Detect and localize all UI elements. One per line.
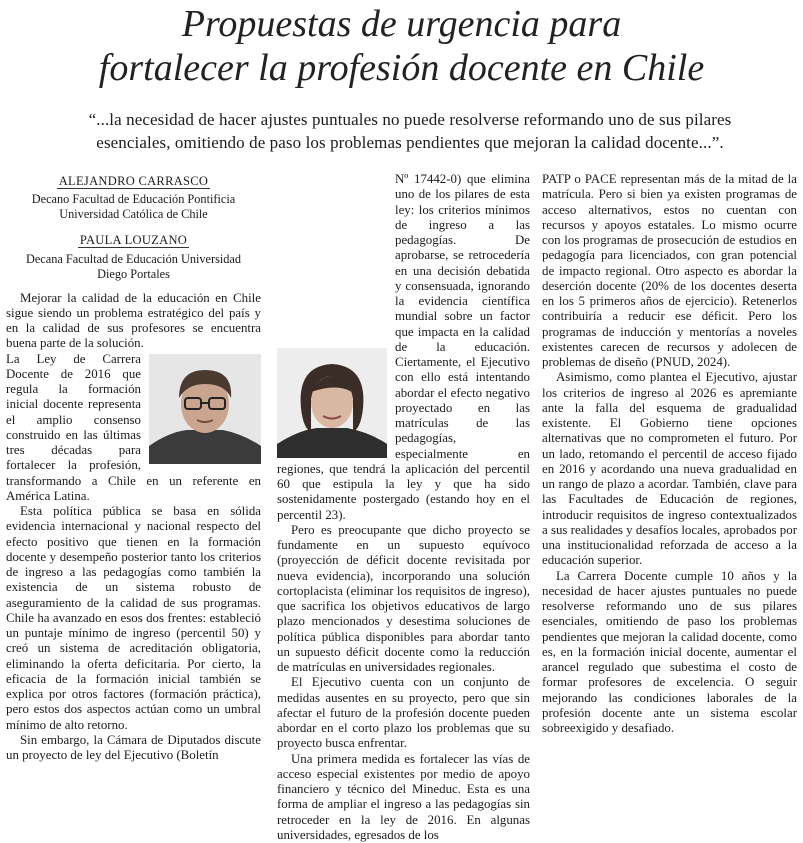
paragraph: Pero es preocupante que dicho proyecto se fundamente en un supuesto equívoco (proyección de déficit docente revisitada por nueva evidencia), incorporando una solución cortoplacista (eliminar los requisitos de ingreso), que sacrifica los objetivos educativos de largo plazo mencionados y desestima soluciones de política pública disponibles para abordar tanto un supuesto déficit docente como la reducción de matrículas en universidades regionales. — [277, 523, 530, 676]
paragraph: PATP o PACE representan más de la mitad de la matrícula. Pero si bien ya existen programas de acceso alternativos, estos no cuentan con recursos y apoyos estatales. Lo mismo ocurre con los programas de prosecución de estudios en pedagogía para licenciados, con gran potencial de impacto regional. Otro aspecto es abordar la deserción docente (20% de los docentes deserta en los 5 primeros años de ejercicio). Retenerlos contribuiría a reducir ese déficit. Pero los programas de inducción y mentorías a noveles existentes carecen de recursos y adolecen de problemas de diseño (PNUD, 2024). — [542, 172, 797, 370]
author-name: ALEJANDRO CARRASCO — [57, 174, 211, 189]
column-2 — [277, 172, 530, 843]
author-photo-louzano — [277, 348, 387, 458]
paragraph: Esta política pública se basa en sólida evidencia internacional y nacional respecto del efecto positivo que tienen en la formación docente y desempeño posterior tanto los criterios de ingreso a las pedagogías como también la existencia de un sistema robusto de aseguramiento de la calidad de sus programas. Chile ha avanzado en esos dos frentes: estableció un puntaje mínimo de ingreso (percentil 50) y creó un sistema de acreditación obligatoria, eliminando la oferta deficitaria. Por cierto, la eficacia de la formación inicial también se explica por otros factores (formación práctica), pero estos dos aspectos actúan como un umbral mínimo de alto retorno. — [6, 504, 261, 733]
author-photo-carrasco — [149, 354, 261, 464]
author-role-line: Decano Facultad de Educación Pontificia — [6, 192, 261, 207]
pull-quote-line-2: esenciales, omitiendo de paso los problemas pendientes que mejoran la calidad docente...”. — [30, 131, 790, 154]
column-1 — [6, 172, 261, 763]
author-name: PAULA LOUZANO — [78, 233, 189, 248]
paragraph: El Ejecutivo cuenta con un conjunto de medidas ausentes en su proyecto, pero que sin afectar el futuro de la profesión docente pueden abordar en el corto plazo los problemas que su proyecto busca enfrentar. — [277, 675, 530, 751]
author-block-2 — [6, 231, 261, 281]
paragraph: Una primera medida es fortalecer las vías de acceso especial existentes por medio de apoyo financiero y técnico del Mineduc. Esta es una forma de ampliar el ingreso a las pedagogías sin retroceder en la ley de 2016. En algunas universidades, egresados de los — [277, 752, 530, 843]
column-3 — [542, 172, 797, 736]
paragraph: Sin embargo, la Cámara de Diputados discute un proyecto de ley del Ejecutivo (Boletín — [6, 733, 261, 764]
author-block-1 — [6, 172, 261, 222]
paragraph: Nº 17442-0) que elimina uno de los pilares de esta ley: los criterios mínimos de ingreso a las pedagogías. De aprobarse, se retrocedería en una decisión debatida y consensuada, ignorando la evidencia científica mundial sobre un factor que impacta en la calidad de la educación. Ciertamente, el Ejecutivo con ello está intentando abordar el efecto negativo proyectado en las matrículas de las pedagogías, especialmente en regiones, que tendrá la aplicación del percentil 60 que estipula la ley y que ha sido sostenidamente postergado (estando hoy en el percentil 23). — [277, 172, 530, 523]
author-role — [6, 252, 261, 282]
headline-line-2: fortalecer la profesión docente en Chile — [0, 46, 803, 90]
headline-line-1: Propuestas de urgencia para — [0, 2, 803, 46]
author-role — [6, 192, 261, 222]
paragraph: La Carrera Docente cumple 10 años y la necesidad de hacer ajustes puntuales no puede resolverse reformando uno de sus pilares esenciales, omitiendo de paso los problemas pendientes que mejoran la calidad docente, como es, en la formación inicial docente, aumentar el arancel regulado que subestima el costo de formar profesores de excelencia. O seguir mejorando las condiciones laborales de la profesión docente ante un sistema escolar sobreexigido y desafiado. — [542, 569, 797, 737]
author-role-line: Decana Facultad de Educación Universidad — [6, 252, 261, 267]
pull-quote-line-1: “...la necesidad de hacer ajustes puntuales no puede resolverse reformando uno de sus pilares — [30, 108, 790, 131]
paragraph: Asimismo, como plantea el Ejecutivo, ajustar los criterios de ingreso al 2026 es apremiante ante la falla del esquema de gradualidad existente. El Gobierno tiene opciones alternativas que no comprometen el futuro. Por un lado, retomando el percentil de acceso fijado en 2016 y acordando una nueva gradualidad en un rango de plazo a acordar. También, clave para las Facultades de Educación de regiones, introducir requisitos de ingreso contextualizados a sus realidades y desafíos locales, aprobados por una institucionalidad reforzada de acceso a la educación superior. — [542, 370, 797, 568]
headline — [0, 2, 803, 90]
pull-quote — [30, 108, 790, 154]
author-role-line: Diego Portales — [6, 267, 261, 282]
paragraph: Mejorar la calidad de la educación en Chile sigue siendo un problema estratégico del país y en la calidad de sus profesores se encuentra buena parte de la solución. — [6, 291, 261, 352]
author-role-line: Universidad Católica de Chile — [6, 207, 261, 222]
paragraph: La Ley de Carrera Docente de 2016 que regula la formación inicial docente representa el amplio consenso construido en las últimas tres décadas para fortalecer la profesión, transformando a Chile en un referente en América Latina. — [6, 352, 261, 505]
